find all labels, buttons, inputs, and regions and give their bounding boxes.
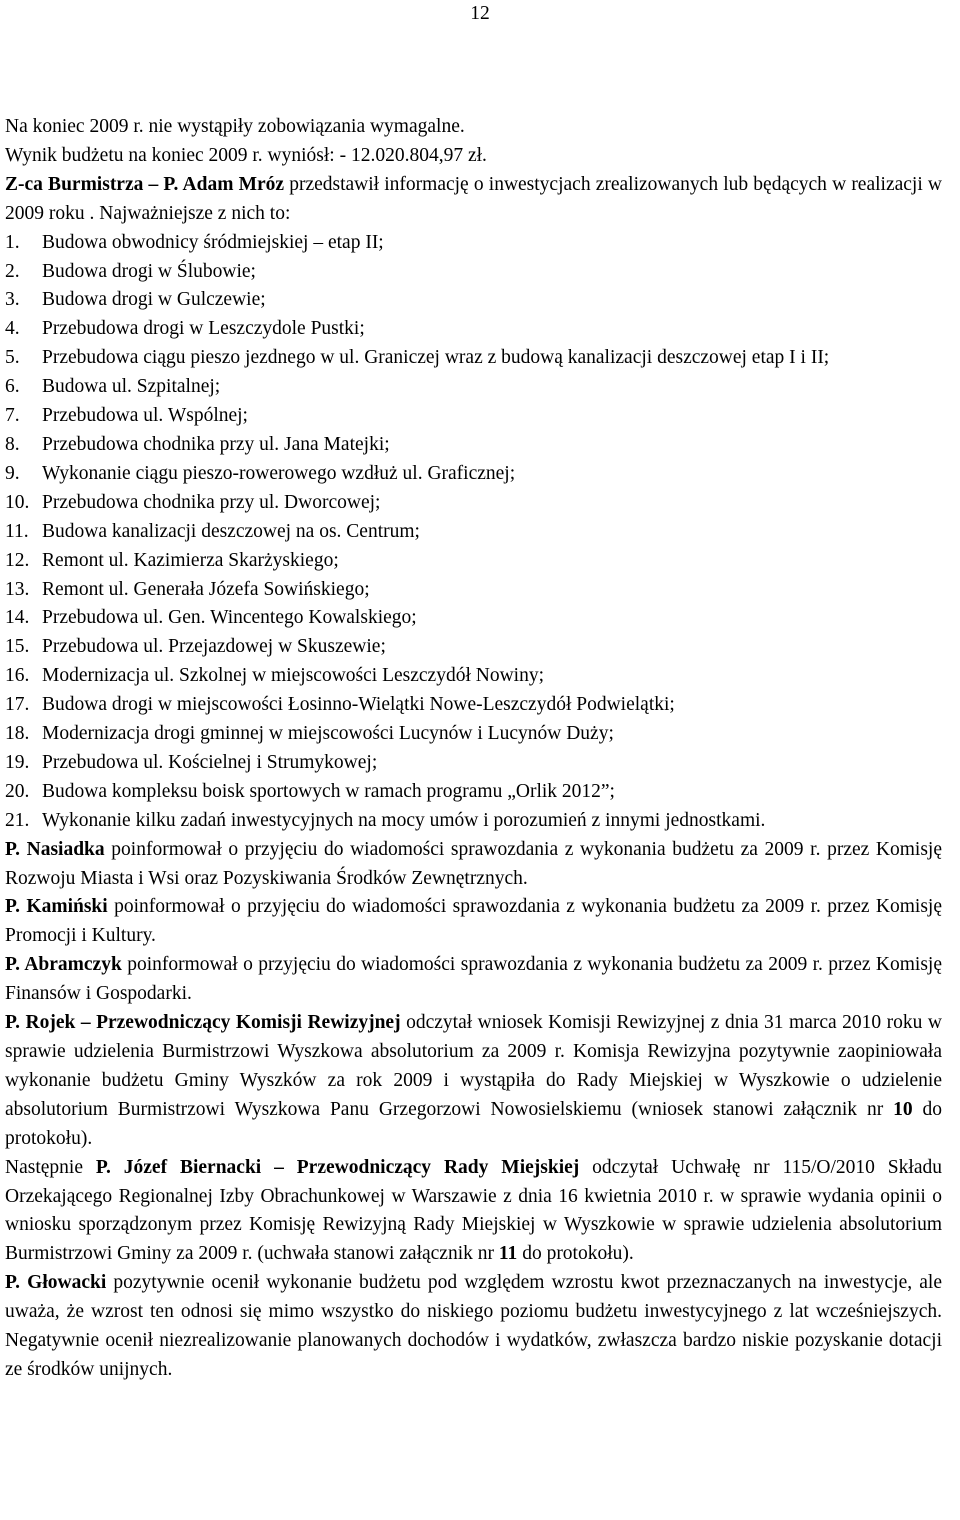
speaker-name: Z-ca Burmistrza – P. Adam Mróz <box>5 173 285 195</box>
speaker-name: P. Józef Biernacki – Przewodniczący Rady Miejskiej <box>95 1156 580 1178</box>
list-item-text: Budowa obwodnicy śródmiejskiej – etap II; <box>42 231 384 253</box>
list-item-number: 13. <box>5 578 30 600</box>
list-item <box>5 662 942 691</box>
list-item-number: 5. <box>5 347 20 369</box>
attachment-number: 10 <box>893 1098 913 1120</box>
glowacki-paragraph <box>5 1269 942 1385</box>
list-item <box>5 778 942 807</box>
biernacki-paragraph <box>5 1154 942 1270</box>
list-item <box>5 604 942 633</box>
list-item-number: 1. <box>5 231 20 253</box>
paragraph-text: pozytywnie ocenił wykonanie budżetu pod względem wzrostu kwot przeznaczanych na inwestycje, ale uważa, że wzrost ten odnosi się mimo wszystko do niskiego poziomu budżetu inwestycyjnego z lat wcześniejszych. Negatywnie ocenił niezrealizowanie planowanych dochodów i wydatków, zwłaszcza bardzo niskie pozyskanie dotacji ze środków unijnych. <box>5 1272 942 1380</box>
list-item <box>5 315 942 344</box>
speaker-name: P. Nasiadka <box>5 838 105 860</box>
list-item-text: Modernizacja ul. Szkolnej w miejscowości Leszczydół Nowiny; <box>42 665 544 687</box>
list-item <box>5 749 942 778</box>
paragraph-text: poinformował o przyjęciu do wiadomości sprawozdania z wykonania budżetu za 2009 r. przez Komisję Rozwoju Miasta i Wsi oraz Pozyskiwania Środków Zewnętrznych. <box>5 838 942 889</box>
document-body <box>5 113 942 1385</box>
list-item-text: Budowa drogi w Gulczewie; <box>42 289 266 311</box>
speaker-name: P. Rojek – Przewodniczący Komisji Rewizyjnej <box>5 1012 401 1034</box>
list-item-text: Budowa ul. Szpitalnej; <box>42 376 221 398</box>
list-item-number: 14. <box>5 607 30 629</box>
list-item-number: 21. <box>5 809 30 831</box>
list-item <box>5 633 942 662</box>
list-item-number: 19. <box>5 751 30 773</box>
list-item-number: 10. <box>5 491 30 513</box>
page-number: 12 <box>470 3 490 24</box>
list-item <box>5 547 942 576</box>
paragraph-end: do protokołu). <box>517 1243 634 1265</box>
paragraph-lead: Następnie <box>5 1156 96 1178</box>
list-item-number: 11. <box>5 520 29 542</box>
list-item-text: Przebudowa ul. Wspólnej; <box>42 405 248 427</box>
list-item <box>5 286 942 315</box>
list-item-text: Przebudowa ul. Kościelnej i Strumykowej; <box>42 751 378 773</box>
list-item-number: 4. <box>5 318 20 340</box>
list-item-text: Budowa drogi w miejscowości Łosinno-Wielątki Nowe-Leszczydół Podwielątki; <box>42 694 675 716</box>
list-item-number: 2. <box>5 260 20 282</box>
list-item-text: Przebudowa ul. Gen. Wincentego Kowalskiego; <box>42 607 417 629</box>
list-item-text: Budowa drogi w Ślubowie; <box>42 260 256 282</box>
list-item-text: Budowa kompleksu boisk sportowych w ramach programu „Orlik 2012”; <box>42 780 615 802</box>
list-item <box>5 344 942 373</box>
list-item-text: Wykonanie kilku zadań inwestycyjnych na mocy umów i porozumień z innymi jednostkami. <box>42 809 766 831</box>
abramczyk-paragraph <box>5 951 942 1009</box>
list-item-number: 15. <box>5 636 30 658</box>
list-item <box>5 518 942 547</box>
list-item <box>5 807 942 836</box>
list-item-number: 12. <box>5 549 30 571</box>
attachment-number: 11 <box>498 1243 518 1265</box>
list-item <box>5 720 942 749</box>
list-item-text: Przebudowa ul. Przejazdowej w Skuszewie; <box>42 636 386 658</box>
list-item <box>5 229 942 258</box>
paragraph-text: przedstawił informację o inwestycjach zrealizowanych lub będących w realizacji w 2009 roku . Najważniejsze z nich to: <box>5 173 942 224</box>
list-item <box>5 460 942 489</box>
list-item <box>5 691 942 720</box>
speaker-name: P. Kamiński <box>5 896 108 918</box>
paragraph-text: poinformował o przyjęciu do wiadomości sprawozdania z wykonania budżetu za 2009 r. przez Komisję Promocji i Kultury. <box>5 896 942 947</box>
list-item <box>5 373 942 402</box>
list-item-number: 9. <box>5 462 20 484</box>
paragraph-end: do protokołu). <box>5 1098 943 1149</box>
rojek-paragraph <box>5 1009 942 1154</box>
paragraph-text: odczytał Uchwałę nr 115/O/2010 Składu Orzekającego Regionalnej Izby Obrachunkowej w Warszawie z dnia 16 kwietnia 2010 r. w sprawie wydania opinii o wniosku sporządzonym przez Komisję Rewizyjną Rady Miejskiej w Wyszkowie w sprawie udzielenia absolutorium Burmistrzowi Gminy za 2009 r. (uchwała stanowi załącznik nr <box>5 1156 942 1265</box>
intro-line: Na koniec 2009 r. nie wystąpiły zobowiązania wymagalne. <box>5 116 465 137</box>
list-item <box>5 576 942 605</box>
list-item-text: Wykonanie ciągu pieszo-rowerowego wzdłuż ul. Graficznej; <box>42 462 516 484</box>
list-item-number: 3. <box>5 289 20 311</box>
list-item-number: 7. <box>5 405 20 427</box>
speaker-name: P. Abramczyk <box>5 954 122 976</box>
list-item-number: 8. <box>5 433 20 455</box>
paragraph-text: poinformował o przyjęciu do wiadomości sprawozdania z wykonania budżetu za 2009 r. przez Komisję Finansów i Gospodarki. <box>5 954 942 1005</box>
deputy-mayor-paragraph <box>5 171 942 229</box>
list-item-text: Remont ul. Generała Józefa Sowińskiego; <box>42 578 370 600</box>
nasiadka-paragraph <box>5 836 942 894</box>
list-item-number: 17. <box>5 694 30 716</box>
list-item-text: Remont ul. Kazimierza Skarżyskiego; <box>42 549 339 571</box>
investment-list <box>5 229 942 836</box>
list-item-text: Przebudowa chodnika przy ul. Jana Matejki; <box>42 433 390 455</box>
list-item-number: 16. <box>5 665 30 687</box>
list-item <box>5 489 942 518</box>
list-item-text: Budowa kanalizacji deszczowej na os. Centrum; <box>42 520 420 542</box>
paragraph-text: odczytał wniosek Komisji Rewizyjnej z dnia 31 marca 2010 roku w sprawie udzielenia Burmistrzowi Wyszkowa absolutorium za 2009 r. Komisja Rewizyjna pozytywnie zaopiniowała wykonanie budżetu Gminy Wyszków za rok 2009 i wystąpiła do Rady Miejskiej w Wyszkowie o udzielenie absolutorium Burmistrzowi Wyszkowa Panu Grzegorzowi Nowosielskiemu (wniosek stanowi załącznik nr <box>5 1012 943 1120</box>
budget-result-line: Wynik budżetu na koniec 2009 r. wyniósł: - 12.020.804,97 zł. <box>5 144 487 166</box>
kaminski-paragraph <box>5 893 942 951</box>
list-item-text: Przebudowa chodnika przy ul. Dworcowej; <box>42 491 381 513</box>
list-item-number: 6. <box>5 376 20 398</box>
list-item <box>5 402 942 431</box>
list-item-number: 20. <box>5 780 30 802</box>
list-item <box>5 431 942 460</box>
list-item-text: Przebudowa ciągu pieszo jezdnego w ul. Graniczej wraz z budową kanalizacji deszczowej etap I i II; <box>42 347 830 369</box>
list-item <box>5 258 942 287</box>
list-item-text: Modernizacja drogi gminnej w miejscowości Lucynów i Lucynów Duży; <box>42 723 614 745</box>
speaker-name: P. Głowacki <box>5 1272 107 1294</box>
list-item-text: Przebudowa drogi w Leszczydole Pustki; <box>42 318 365 340</box>
list-item-number: 18. <box>5 723 30 745</box>
